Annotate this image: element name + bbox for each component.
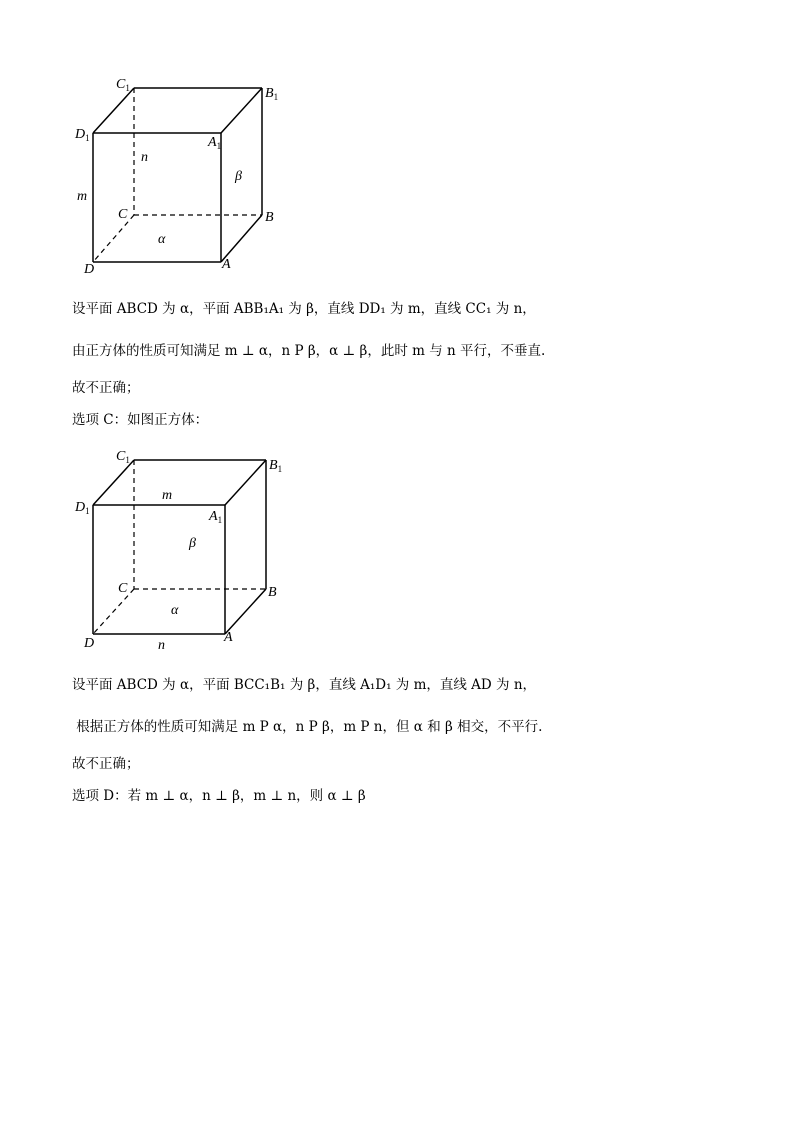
text-line-8: 选项 D：若 m ⊥ α，n ⊥ β，m ⊥ n，则 α ⊥ β — [72, 788, 366, 804]
vertex-label-c: C — [118, 581, 128, 596]
vertex-label-b1: $B_1$ — [265, 86, 279, 102]
vertex-label-c1: $C_1$ — [116, 77, 130, 93]
vertex-label-d1: $D_1$ — [75, 127, 90, 143]
cube-diagram-1 — [60, 70, 300, 280]
vertex-label-b: B — [268, 585, 277, 600]
text-line-4: 选项 C：如图正方体： — [72, 412, 209, 428]
cube-figure-2 — [60, 442, 300, 657]
label-alpha: α — [171, 603, 179, 618]
label-beta: β — [235, 169, 242, 184]
vertex-label-c: C — [118, 207, 128, 222]
text-line-2: 由正方体的性质可知满足 m ⊥ α，n P β，α ⊥ β，此时 m 与 n 平行，不垂直. — [72, 343, 546, 359]
hidden-edge-c-d — [93, 215, 134, 262]
text-line-1: 设平面 ABCD 为 α，平面 ABB₁A₁ 为 β，直线 DD₁ 为 m，直线 CC₁ 为 n， — [72, 301, 536, 317]
edge-c1-d1 — [93, 460, 134, 505]
edge-c1-d1 — [93, 88, 134, 133]
edge-a-b — [221, 215, 262, 262]
label-beta: β — [189, 536, 196, 551]
label-m: m — [77, 189, 88, 204]
label-n: n — [158, 638, 165, 653]
text-line-3: 故不正确； — [72, 380, 140, 396]
label-m: m — [162, 488, 173, 503]
vertex-label-a: A — [224, 630, 233, 645]
vertex-label-a1: $A_1$ — [209, 509, 223, 525]
vertex-label-c1: $C_1$ — [116, 449, 130, 465]
cube-diagram-2 — [60, 442, 300, 657]
edge-a-b — [225, 589, 266, 634]
text-line-7: 故不正确； — [72, 756, 140, 772]
text-line-6: 根据正方体的性质可知满足 m P α，n P β，m P n，但 α 和 β 相交，不平行. — [72, 719, 543, 735]
label-alpha: α — [158, 232, 166, 247]
vertex-label-a: A — [222, 257, 231, 272]
edge-b1-a1 — [221, 88, 262, 133]
cube-figure-1 — [60, 70, 300, 280]
label-n: n — [141, 150, 148, 165]
hidden-edge-c-d — [93, 589, 134, 634]
vertex-label-b1: $B_1$ — [269, 458, 283, 474]
text-line-5: 设平面 ABCD 为 α，平面 BCC₁B₁ 为 β，直线 A₁D₁ 为 m，直线 AD 为 n， — [72, 677, 537, 693]
vertex-label-b: B — [265, 210, 274, 225]
vertex-label-d: D — [84, 262, 95, 277]
vertex-label-a1: $A_1$ — [208, 135, 222, 151]
edge-b1-a1 — [225, 460, 266, 505]
vertex-label-d1: $D_1$ — [75, 500, 90, 516]
vertex-label-d: D — [84, 636, 95, 651]
